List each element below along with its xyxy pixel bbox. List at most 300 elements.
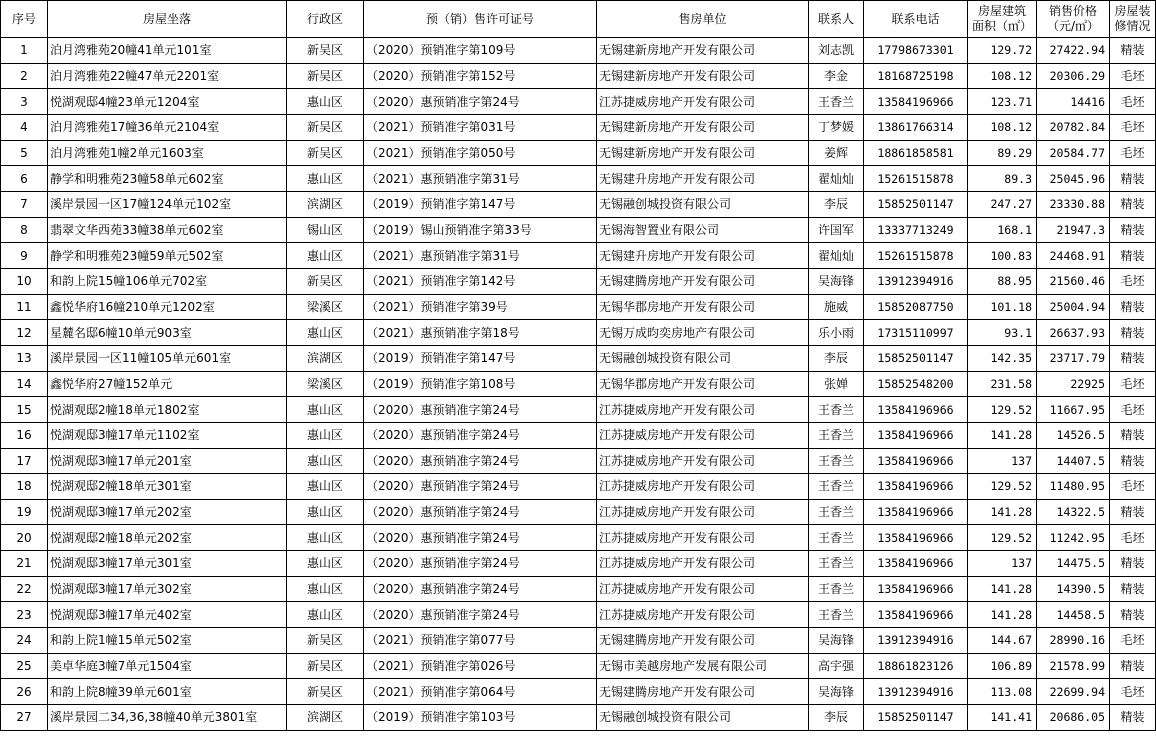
cell-address: 泊月湾雅苑22幢47单元2201室 <box>48 63 287 89</box>
cell-phone: 18861858581 <box>864 140 968 166</box>
cell-phone: 13912394916 <box>864 628 968 654</box>
cell-area: 93.1 <box>968 320 1037 346</box>
cell-area: 108.12 <box>968 63 1037 89</box>
cell-permit: （2019）锡山预销准字第33号 <box>364 217 597 243</box>
cell-price: 14390.5 <box>1037 576 1110 602</box>
table-row <box>1 679 1156 705</box>
cell-permit: （2019）预销准字第108号 <box>364 371 597 397</box>
cell-decor: 精装 <box>1110 499 1156 525</box>
cell-phone: 13584196966 <box>864 448 968 474</box>
cell-district: 惠山区 <box>287 448 364 474</box>
header-row <box>1 1 1156 38</box>
cell-permit: （2020）惠预销准字第24号 <box>364 576 597 602</box>
cell-price: 27422.94 <box>1037 38 1110 64</box>
cell-contact: 翟灿灿 <box>809 166 864 192</box>
cell-price: 21947.3 <box>1037 217 1110 243</box>
table-row <box>1 705 1156 731</box>
cell-area: 129.52 <box>968 397 1037 423</box>
cell-price: 22925 <box>1037 371 1110 397</box>
cell-district: 惠山区 <box>287 474 364 500</box>
cell-area: 247.27 <box>968 191 1037 217</box>
cell-area: 89.3 <box>968 166 1037 192</box>
cell-address: 翡翠文华西苑33幢38单元602室 <box>48 217 287 243</box>
cell-price: 20782.84 <box>1037 114 1110 140</box>
cell-decor: 精装 <box>1110 166 1156 192</box>
cell-price: 21578.99 <box>1037 653 1110 679</box>
cell-permit: （2021）惠预销准字第31号 <box>364 166 597 192</box>
cell-seq: 16 <box>1 422 48 448</box>
cell-address: 悦湖观邸3幢17单元402室 <box>48 602 287 628</box>
cell-contact: 王香兰 <box>809 397 864 423</box>
cell-decor: 精装 <box>1110 705 1156 731</box>
cell-phone: 13584196966 <box>864 397 968 423</box>
cell-contact: 王香兰 <box>809 576 864 602</box>
table-row <box>1 397 1156 423</box>
table-row <box>1 576 1156 602</box>
cell-phone: 15261515878 <box>864 243 968 269</box>
cell-decor: 毛坯 <box>1110 114 1156 140</box>
cell-permit: （2020）惠预销准字第24号 <box>364 499 597 525</box>
cell-phone: 13584196966 <box>864 422 968 448</box>
cell-contact: 王香兰 <box>809 602 864 628</box>
table-row <box>1 191 1156 217</box>
cell-seller: 无锡市美越房地产发展有限公司 <box>597 653 809 679</box>
cell-decor: 精装 <box>1110 602 1156 628</box>
header-decor <box>1110 1 1156 38</box>
cell-seller: 无锡建新房地产开发有限公司 <box>597 63 809 89</box>
cell-address: 鑫悦华府27幢152单元 <box>48 371 287 397</box>
cell-district: 惠山区 <box>287 397 364 423</box>
cell-address: 泊月湾雅苑1幢2单元1603室 <box>48 140 287 166</box>
cell-district: 惠山区 <box>287 525 364 551</box>
cell-price: 14458.5 <box>1037 602 1110 628</box>
cell-price: 22699.94 <box>1037 679 1110 705</box>
cell-area: 123.71 <box>968 89 1037 115</box>
cell-price: 25045.96 <box>1037 166 1110 192</box>
cell-contact: 李辰 <box>809 705 864 731</box>
table-row <box>1 525 1156 551</box>
cell-address: 溪岸景园一区17幢124单元102室 <box>48 191 287 217</box>
cell-contact: 王香兰 <box>809 499 864 525</box>
cell-price: 25004.94 <box>1037 294 1110 320</box>
table-row <box>1 294 1156 320</box>
cell-district: 惠山区 <box>287 243 364 269</box>
cell-area: 101.18 <box>968 294 1037 320</box>
cell-decor: 毛坯 <box>1110 628 1156 654</box>
header-permit: 预（销）售许可证号 <box>364 1 597 38</box>
table-row <box>1 140 1156 166</box>
cell-decor: 精装 <box>1110 38 1156 64</box>
header-area-line1: 房屋建筑 <box>977 4 1026 18</box>
cell-decor: 毛坯 <box>1110 63 1156 89</box>
cell-address: 和韵上院1幢15单元502室 <box>48 628 287 654</box>
cell-seq: 4 <box>1 114 48 140</box>
cell-district: 新吴区 <box>287 114 364 140</box>
cell-seq: 5 <box>1 140 48 166</box>
cell-seller: 无锡建腾房地产开发有限公司 <box>597 679 809 705</box>
cell-address: 溪岸景园一区11幢105单元601室 <box>48 345 287 371</box>
cell-price: 11667.95 <box>1037 397 1110 423</box>
cell-contact: 李辰 <box>809 191 864 217</box>
cell-decor: 精装 <box>1110 345 1156 371</box>
cell-seller: 江苏捷威房地产开发有限公司 <box>597 422 809 448</box>
cell-contact: 张婵 <box>809 371 864 397</box>
cell-contact: 施威 <box>809 294 864 320</box>
cell-phone: 15852548200 <box>864 371 968 397</box>
cell-seller: 江苏捷威房地产开发有限公司 <box>597 448 809 474</box>
table-row <box>1 89 1156 115</box>
cell-permit: （2021）惠预销准字第18号 <box>364 320 597 346</box>
cell-contact: 王香兰 <box>809 448 864 474</box>
cell-decor: 毛坯 <box>1110 268 1156 294</box>
header-contact: 联系人 <box>809 1 864 38</box>
cell-contact: 王香兰 <box>809 89 864 115</box>
cell-seller: 江苏捷威房地产开发有限公司 <box>597 474 809 500</box>
cell-address: 悦湖观邸3幢17单元302室 <box>48 576 287 602</box>
cell-seq: 23 <box>1 602 48 628</box>
cell-address: 悦湖观邸3幢17单元1102室 <box>48 422 287 448</box>
cell-decor: 精装 <box>1110 551 1156 577</box>
cell-seq: 2 <box>1 63 48 89</box>
cell-contact: 吴海锋 <box>809 628 864 654</box>
cell-decor: 精装 <box>1110 217 1156 243</box>
cell-address: 悦湖观邸2幢18单元202室 <box>48 525 287 551</box>
cell-permit: （2020）惠预销准字第24号 <box>364 422 597 448</box>
cell-seller: 无锡建腾房地产开发有限公司 <box>597 268 809 294</box>
cell-area: 108.12 <box>968 114 1037 140</box>
cell-contact: 姜辉 <box>809 140 864 166</box>
cell-contact: 王香兰 <box>809 422 864 448</box>
cell-permit: （2020）惠预销准字第24号 <box>364 448 597 474</box>
table-row <box>1 653 1156 679</box>
cell-phone: 13584196966 <box>864 525 968 551</box>
cell-phone: 13584196966 <box>864 474 968 500</box>
cell-permit: （2019）预销准字第147号 <box>364 191 597 217</box>
cell-permit: （2020）预销准字第152号 <box>364 63 597 89</box>
cell-area: 129.52 <box>968 474 1037 500</box>
header-decor-line1: 房屋装 <box>1114 4 1151 18</box>
cell-area: 137 <box>968 551 1037 577</box>
cell-seq: 22 <box>1 576 48 602</box>
cell-permit: （2020）预销准字第109号 <box>364 38 597 64</box>
header-price-line1: 销售价格 <box>1048 4 1097 18</box>
cell-seller: 无锡华郡房地产开发有限公司 <box>597 294 809 320</box>
cell-area: 106.89 <box>968 653 1037 679</box>
cell-area: 113.08 <box>968 679 1037 705</box>
cell-district: 滨湖区 <box>287 705 364 731</box>
cell-seq: 13 <box>1 345 48 371</box>
cell-phone: 13912394916 <box>864 679 968 705</box>
cell-decor: 精装 <box>1110 243 1156 269</box>
cell-area: 141.28 <box>968 422 1037 448</box>
cell-decor: 毛坯 <box>1110 679 1156 705</box>
cell-seller: 无锡建新房地产开发有限公司 <box>597 140 809 166</box>
cell-seller: 无锡建新房地产开发有限公司 <box>597 38 809 64</box>
cell-area: 137 <box>968 448 1037 474</box>
cell-price: 14526.5 <box>1037 422 1110 448</box>
cell-phone: 13912394916 <box>864 268 968 294</box>
cell-seq: 1 <box>1 38 48 64</box>
cell-address: 星麓名邸6幢10单元903室 <box>48 320 287 346</box>
cell-seller: 无锡万成昀奕房地产有限公司 <box>597 320 809 346</box>
table-row <box>1 166 1156 192</box>
cell-seller: 江苏捷威房地产开发有限公司 <box>597 602 809 628</box>
cell-price: 20584.77 <box>1037 140 1110 166</box>
cell-district: 惠山区 <box>287 602 364 628</box>
cell-district: 惠山区 <box>287 422 364 448</box>
cell-address: 悦湖观邸3幢17单元202室 <box>48 499 287 525</box>
table-row <box>1 551 1156 577</box>
cell-permit: （2020）惠预销准字第24号 <box>364 474 597 500</box>
cell-price: 11480.95 <box>1037 474 1110 500</box>
cell-decor: 毛坯 <box>1110 140 1156 166</box>
cell-district: 新吴区 <box>287 628 364 654</box>
cell-address: 溪岸景园二34,36,38幢40单元3801室 <box>48 705 287 731</box>
cell-price: 14407.5 <box>1037 448 1110 474</box>
cell-district: 梁溪区 <box>287 294 364 320</box>
cell-contact: 吴海锋 <box>809 268 864 294</box>
cell-area: 100.83 <box>968 243 1037 269</box>
cell-address: 悦湖观邸2幢18单元301室 <box>48 474 287 500</box>
cell-address: 和韵上院8幢39单元601室 <box>48 679 287 705</box>
cell-permit: （2021）预销准字第064号 <box>364 679 597 705</box>
cell-district: 新吴区 <box>287 38 364 64</box>
cell-seq: 25 <box>1 653 48 679</box>
cell-area: 142.35 <box>968 345 1037 371</box>
cell-area: 141.28 <box>968 602 1037 628</box>
cell-permit: （2020）惠预销准字第24号 <box>364 525 597 551</box>
table-header <box>1 1 1156 38</box>
cell-price: 26637.93 <box>1037 320 1110 346</box>
cell-district: 惠山区 <box>287 320 364 346</box>
cell-phone: 15852501147 <box>864 345 968 371</box>
cell-phone: 13861766314 <box>864 114 968 140</box>
cell-seller: 江苏捷威房地产开发有限公司 <box>597 89 809 115</box>
cell-seq: 6 <box>1 166 48 192</box>
cell-area: 144.67 <box>968 628 1037 654</box>
cell-area: 89.29 <box>968 140 1037 166</box>
table-row <box>1 474 1156 500</box>
cell-seq: 26 <box>1 679 48 705</box>
cell-address: 静学和明雅苑23幢59单元502室 <box>48 243 287 269</box>
cell-decor: 毛坯 <box>1110 397 1156 423</box>
cell-contact: 李辰 <box>809 345 864 371</box>
cell-contact: 王香兰 <box>809 474 864 500</box>
cell-seq: 24 <box>1 628 48 654</box>
cell-address: 悦湖观邸4幢23单元1204室 <box>48 89 287 115</box>
cell-seq: 10 <box>1 268 48 294</box>
cell-price: 23717.79 <box>1037 345 1110 371</box>
cell-price: 11242.95 <box>1037 525 1110 551</box>
cell-decor: 毛坯 <box>1110 371 1156 397</box>
cell-seq: 3 <box>1 89 48 115</box>
cell-decor: 毛坯 <box>1110 474 1156 500</box>
cell-seq: 12 <box>1 320 48 346</box>
cell-address: 泊月湾雅苑20幢41单元101室 <box>48 38 287 64</box>
header-seller: 售房单位 <box>597 1 809 38</box>
cell-contact: 高宇强 <box>809 653 864 679</box>
cell-seq: 17 <box>1 448 48 474</box>
cell-permit: （2021）预销准字第050号 <box>364 140 597 166</box>
cell-contact: 丁梦媛 <box>809 114 864 140</box>
cell-address: 静学和明雅苑23幢58单元602室 <box>48 166 287 192</box>
cell-seller: 江苏捷威房地产开发有限公司 <box>597 551 809 577</box>
header-price-line2: （元/㎡） <box>1046 19 1100 33</box>
cell-district: 新吴区 <box>287 268 364 294</box>
cell-district: 滨湖区 <box>287 345 364 371</box>
cell-price: 24468.91 <box>1037 243 1110 269</box>
header-phone: 联系电话 <box>864 1 968 38</box>
cell-decor: 精装 <box>1110 320 1156 346</box>
cell-seq: 9 <box>1 243 48 269</box>
table-row <box>1 320 1156 346</box>
table-row <box>1 345 1156 371</box>
header-area-line2: 面积（㎡） <box>971 19 1032 33</box>
cell-permit: （2021）预销准字第031号 <box>364 114 597 140</box>
cell-permit: （2019）预销准字第147号 <box>364 345 597 371</box>
cell-price: 20306.29 <box>1037 63 1110 89</box>
cell-permit: （2020）惠预销准字第24号 <box>364 397 597 423</box>
cell-permit: （2019）预销准字第103号 <box>364 705 597 731</box>
table-row <box>1 38 1156 64</box>
cell-district: 惠山区 <box>287 499 364 525</box>
cell-district: 惠山区 <box>287 166 364 192</box>
cell-seller: 无锡建升房地产开发有限公司 <box>597 243 809 269</box>
cell-area: 141.41 <box>968 705 1037 731</box>
cell-decor: 精装 <box>1110 448 1156 474</box>
cell-seller: 江苏捷威房地产开发有限公司 <box>597 576 809 602</box>
cell-area: 141.28 <box>968 499 1037 525</box>
cell-phone: 13584196966 <box>864 499 968 525</box>
cell-district: 新吴区 <box>287 63 364 89</box>
cell-decor: 精装 <box>1110 422 1156 448</box>
cell-district: 梁溪区 <box>287 371 364 397</box>
cell-seller: 无锡华郡房地产开发有限公司 <box>597 371 809 397</box>
cell-seller: 无锡融创城投资有限公司 <box>597 705 809 731</box>
cell-decor: 精装 <box>1110 191 1156 217</box>
cell-area: 88.95 <box>968 268 1037 294</box>
header-area <box>968 1 1037 38</box>
cell-permit: （2021）预销准字第39号 <box>364 294 597 320</box>
cell-contact: 刘志凯 <box>809 38 864 64</box>
cell-phone: 15852501147 <box>864 191 968 217</box>
cell-permit: （2021）预销准字第026号 <box>364 653 597 679</box>
cell-seq: 11 <box>1 294 48 320</box>
table-row <box>1 371 1156 397</box>
table-body <box>1 38 1156 731</box>
cell-seq: 8 <box>1 217 48 243</box>
cell-phone: 17315110997 <box>864 320 968 346</box>
cell-seq: 27 <box>1 705 48 731</box>
cell-permit: （2020）惠预销准字第24号 <box>364 602 597 628</box>
cell-district: 锡山区 <box>287 217 364 243</box>
cell-seller: 无锡建新房地产开发有限公司 <box>597 114 809 140</box>
cell-address: 悦湖观邸3幢17单元301室 <box>48 551 287 577</box>
table-row <box>1 63 1156 89</box>
cell-seller: 无锡融创城投资有限公司 <box>597 191 809 217</box>
cell-seq: 15 <box>1 397 48 423</box>
cell-phone: 13584196966 <box>864 551 968 577</box>
cell-contact: 翟灿灿 <box>809 243 864 269</box>
cell-permit: （2020）惠预销准字第24号 <box>364 89 597 115</box>
cell-seq: 19 <box>1 499 48 525</box>
cell-phone: 13584196966 <box>864 89 968 115</box>
cell-price: 20686.05 <box>1037 705 1110 731</box>
cell-phone: 15261515878 <box>864 166 968 192</box>
header-price <box>1037 1 1110 38</box>
table-row <box>1 499 1156 525</box>
table-row <box>1 268 1156 294</box>
cell-area: 129.52 <box>968 525 1037 551</box>
table-row <box>1 602 1156 628</box>
cell-phone: 13337713249 <box>864 217 968 243</box>
header-district: 行政区 <box>287 1 364 38</box>
cell-seller: 无锡海智置业有限公司 <box>597 217 809 243</box>
cell-seq: 20 <box>1 525 48 551</box>
header-address: 房屋坐落 <box>48 1 287 38</box>
cell-district: 新吴区 <box>287 679 364 705</box>
cell-phone: 13584196966 <box>864 602 968 628</box>
header-decor-line2: 修情况 <box>1114 19 1151 33</box>
cell-price: 23330.88 <box>1037 191 1110 217</box>
cell-phone: 18861823126 <box>864 653 968 679</box>
header-seq: 序号 <box>1 1 48 38</box>
table-row <box>1 448 1156 474</box>
cell-contact: 乐小雨 <box>809 320 864 346</box>
cell-district: 新吴区 <box>287 140 364 166</box>
cell-price: 21560.46 <box>1037 268 1110 294</box>
cell-area: 129.72 <box>968 38 1037 64</box>
cell-price: 14322.5 <box>1037 499 1110 525</box>
table-row <box>1 628 1156 654</box>
cell-contact: 吴海锋 <box>809 679 864 705</box>
cell-phone: 15852087750 <box>864 294 968 320</box>
cell-contact: 王香兰 <box>809 525 864 551</box>
table-row <box>1 217 1156 243</box>
cell-address: 悦湖观邸3幢17单元201室 <box>48 448 287 474</box>
table-row <box>1 114 1156 140</box>
cell-area: 168.1 <box>968 217 1037 243</box>
cell-permit: （2020）惠预销准字第24号 <box>364 551 597 577</box>
cell-phone: 13584196966 <box>864 576 968 602</box>
cell-permit: （2021）预销准字第077号 <box>364 628 597 654</box>
cell-seller: 江苏捷威房地产开发有限公司 <box>597 499 809 525</box>
cell-seller: 无锡建腾房地产开发有限公司 <box>597 628 809 654</box>
cell-district: 惠山区 <box>287 89 364 115</box>
cell-district: 新吴区 <box>287 653 364 679</box>
cell-phone: 17798673301 <box>864 38 968 64</box>
cell-area: 231.58 <box>968 371 1037 397</box>
cell-decor: 精装 <box>1110 294 1156 320</box>
cell-decor: 精装 <box>1110 576 1156 602</box>
cell-permit: （2021）预销准字第142号 <box>364 268 597 294</box>
cell-address: 泊月湾雅苑17幢36单元2104室 <box>48 114 287 140</box>
cell-contact: 王香兰 <box>809 551 864 577</box>
cell-phone: 18168725198 <box>864 63 968 89</box>
cell-seq: 14 <box>1 371 48 397</box>
cell-decor: 精装 <box>1110 653 1156 679</box>
cell-district: 惠山区 <box>287 576 364 602</box>
cell-seller: 无锡融创城投资有限公司 <box>597 345 809 371</box>
cell-decor: 毛坯 <box>1110 525 1156 551</box>
table-row <box>1 243 1156 269</box>
cell-seller: 江苏捷威房地产开发有限公司 <box>597 525 809 551</box>
cell-address: 悦湖观邸2幢18单元1802室 <box>48 397 287 423</box>
cell-address: 鑫悦华府16幢210单元1202室 <box>48 294 287 320</box>
cell-price: 14475.5 <box>1037 551 1110 577</box>
cell-decor: 毛坯 <box>1110 89 1156 115</box>
cell-contact: 许国军 <box>809 217 864 243</box>
